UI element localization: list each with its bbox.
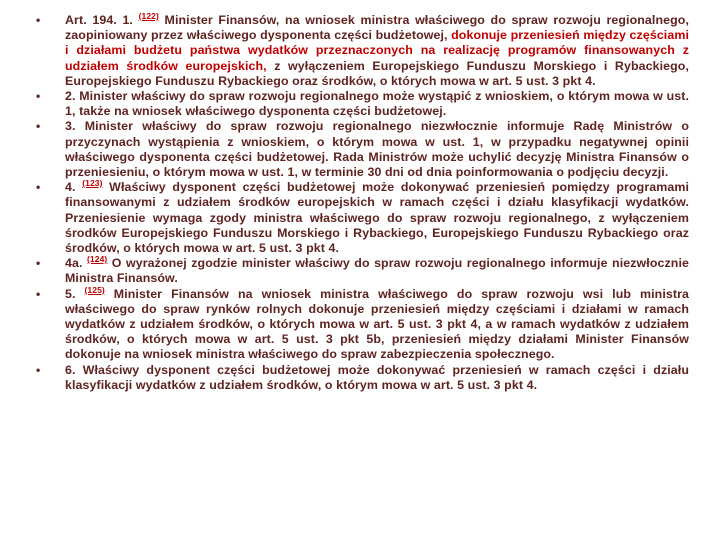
list-item [34, 363, 689, 393]
text-segment: 3. Minister właściwy do spraw rozwoju regionalnego niezwłocznie informuje Radę Ministrów o przyczynach wystąpienia z wnioskiem, o którym mowa w ust. 1, w przypadku negatywnej opinii właściwego dysponenta części budżetowej. Rada Ministrów może uchylić decyzję Ministra Finansów o przeniesieniu, o którym mowa w ust. 1, w terminie 30 dni od dnia poinformowania o podjęciu decyzji. [65, 119, 689, 180]
bullet-icon: • [36, 13, 41, 27]
footnote-ref: (123) [82, 178, 103, 189]
list-item [34, 180, 689, 256]
list-item [34, 119, 689, 180]
text-segment: dokonuje przeniesień między częściami i działami budżetu państwa wydatków przeznaczonych na realizację programów finansowanych z udziałem środków europejskich, [65, 28, 690, 73]
text-segment: 2. Minister właściwy do spraw rozwoju regionalnego może wystąpić z wnioskiem, o którym mowa w ust. 1, także na wniosek właściwego dysponenta części budżetowej. [65, 89, 689, 119]
text-segment: Art. 194. 1. [65, 13, 139, 27]
text-segment: Minister Finansów, na wniosek ministra właściwego do spraw rozwoju regionalnego, zaopiniowany przez właściwego dysponenta części budżetowej, [65, 13, 689, 43]
bullet-icon: • [36, 362, 41, 377]
text-segment: 4a. [65, 256, 87, 271]
bullet-icon: • [36, 89, 41, 104]
list-item [34, 256, 689, 286]
bullet-icon: • [36, 119, 41, 134]
bullet-icon: • [36, 180, 41, 195]
bullet-icon: • [36, 256, 41, 271]
footnote-ref: (125) [84, 284, 105, 295]
text-segment: 4. [65, 180, 83, 195]
paragraph-text [65, 180, 689, 256]
text-segment: 5. [65, 286, 85, 301]
footnote-ref: (124) [86, 254, 108, 265]
text-segment: O wyrażonej zgodzie minister właściwy do spraw rozwoju regionalnego informuje niezwłocznie Ministra Finansów. [65, 256, 689, 286]
paragraph-text [65, 363, 689, 393]
text-segment: z wyłączeniem Europejskiego Funduszu Morskiego i Rybackiego, Europejskiego Funduszu Rybackiego oraz środków, o których mowa w art. 5 ust. 3 pkt 4. [65, 58, 690, 88]
text-segment: 6. Właściwy dysponent części budżetowej może dokonywać przeniesień w ramach części i działu klasyfikacji wydatków z udziałem środków, o którym mowa w art. 5 ust. 3 pkt 4. [65, 362, 689, 392]
list-item [34, 10, 690, 89]
paragraph-text [65, 284, 690, 363]
footnote-ref: (122) [138, 10, 159, 21]
text-segment: Właściwy dysponent części budżetowej może dokonywać przeniesień pomiędzy programami finansowanymi z udziałem środków europejskich w ramach części i działu klasyfikacji wydatków. Przeniesienie wymaga zgody ministra właściwego do spraw rozwoju regionalnego, z wyłączeniem środków Europejskiego Funduszu Morskiego i Rybackiego, Europejskiego Funduszu Rybackiego oraz środków, o których mowa w art. 5 ust. 3 pkt 4. [65, 180, 690, 256]
text-segment: Minister Finansów na wniosek ministra właściwego do spraw rozwoju wsi lub ministra właściwego do spraw rynków rolnych dokonuje przeniesień między częściami i działami w ramach wydatków z udziałem środków, o których mowa w art. 5 ust. 3 pkt 4, a w ramach wydatków z udziałem środków, o których mowa w art. 5 ust. 3 pkt 5b, przeniesień między działami Minister Finansów dokonuje na wniosek ministra właściwego do spraw zabezpieczenia społecznego. [65, 286, 690, 362]
bullet-list [34, 10, 690, 393]
paragraph-text [65, 10, 690, 89]
list-item [34, 284, 690, 363]
paragraph-text [65, 119, 689, 180]
paragraph-text [65, 256, 689, 286]
list-item [34, 89, 689, 119]
paragraph-text [65, 89, 689, 119]
bullet-icon: • [36, 286, 41, 301]
